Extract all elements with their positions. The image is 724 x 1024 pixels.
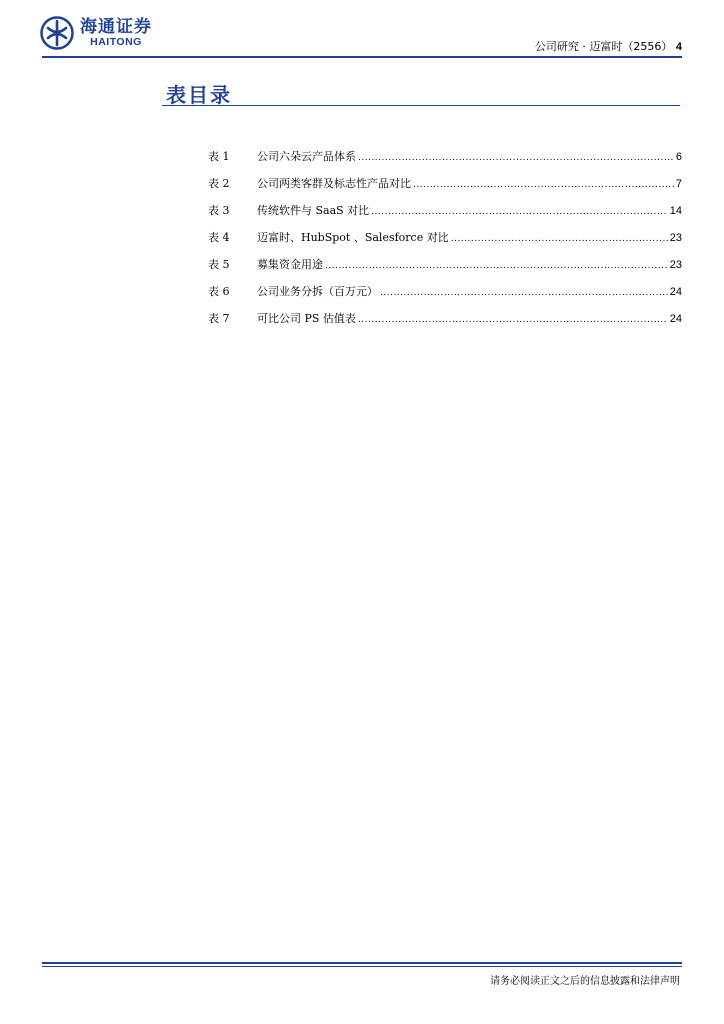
toc-entry-label: 表 1 xyxy=(208,150,230,163)
toc-entry-title[interactable]: 公司业务分拆（百万元） xyxy=(257,285,378,298)
toc-entry-title[interactable]: 募集资金用途 xyxy=(257,258,323,271)
toc-entry[interactable] xyxy=(208,310,682,337)
toc-leader-dots xyxy=(451,234,668,244)
report-title: 公司研究 · 迈富时（2556） xyxy=(534,40,673,53)
toc-entry-page: 23 xyxy=(669,232,682,244)
toc-entry-page: 24 xyxy=(669,286,682,298)
toc-entry-title[interactable]: 公司两类客群及标志性产品对比 xyxy=(257,177,411,190)
logo-english-name: HAITONG xyxy=(90,36,142,48)
footer-disclaimer: 请务必阅读正文之后的信息披露和法律声明 xyxy=(490,976,680,987)
toc-entry-label: 表 7 xyxy=(208,312,230,325)
toc-entry-page: 24 xyxy=(669,313,682,325)
footer-divider-thin xyxy=(42,966,682,967)
table-of-contents xyxy=(208,148,682,337)
toc-entry[interactable] xyxy=(208,175,682,202)
toc-leader-dots xyxy=(371,207,668,217)
toc-heading: 表目录 xyxy=(166,83,232,107)
toc-entry-title[interactable]: 传统软件与 SaaS 对比 xyxy=(257,204,370,217)
toc-entry[interactable] xyxy=(208,283,682,310)
toc-leader-dots xyxy=(358,153,674,163)
logo-chinese-name: 海通证券 xyxy=(80,17,152,37)
toc-entry-title[interactable]: 公司六朵云产品体系 xyxy=(257,150,356,163)
toc-entry-label: 表 4 xyxy=(208,231,230,244)
page-number: 4 xyxy=(675,41,682,53)
toc-leader-dots xyxy=(325,261,668,271)
toc-entry-label: 表 6 xyxy=(208,285,230,298)
toc-entry[interactable] xyxy=(208,148,682,175)
toc-entry-title[interactable]: 迈富时、HubSpot 、Salesforce 对比 xyxy=(257,231,449,244)
toc-entry[interactable] xyxy=(208,256,682,283)
toc-entry[interactable] xyxy=(208,229,682,256)
company-logo xyxy=(40,16,152,50)
toc-entry[interactable] xyxy=(208,202,682,229)
toc-entry-label: 表 2 xyxy=(208,177,230,190)
toc-leader-dots xyxy=(358,315,668,325)
toc-entry-label: 表 5 xyxy=(208,258,230,271)
toc-entry-title[interactable]: 可比公司 PS 估值表 xyxy=(257,312,356,325)
toc-entry-page: 23 xyxy=(669,259,682,271)
toc-leader-dots xyxy=(380,288,668,298)
toc-entry-page: 7 xyxy=(675,178,682,190)
haitong-logo-icon xyxy=(40,16,74,50)
toc-heading-divider xyxy=(162,105,680,106)
toc-entry-label: 表 3 xyxy=(208,204,230,217)
toc-entry-page: 6 xyxy=(675,151,682,163)
footer-divider-thick xyxy=(42,962,682,964)
toc-entry-page: 14 xyxy=(669,205,682,217)
report-header xyxy=(535,38,682,54)
toc-leader-dots xyxy=(413,180,674,190)
header-divider xyxy=(42,56,682,58)
